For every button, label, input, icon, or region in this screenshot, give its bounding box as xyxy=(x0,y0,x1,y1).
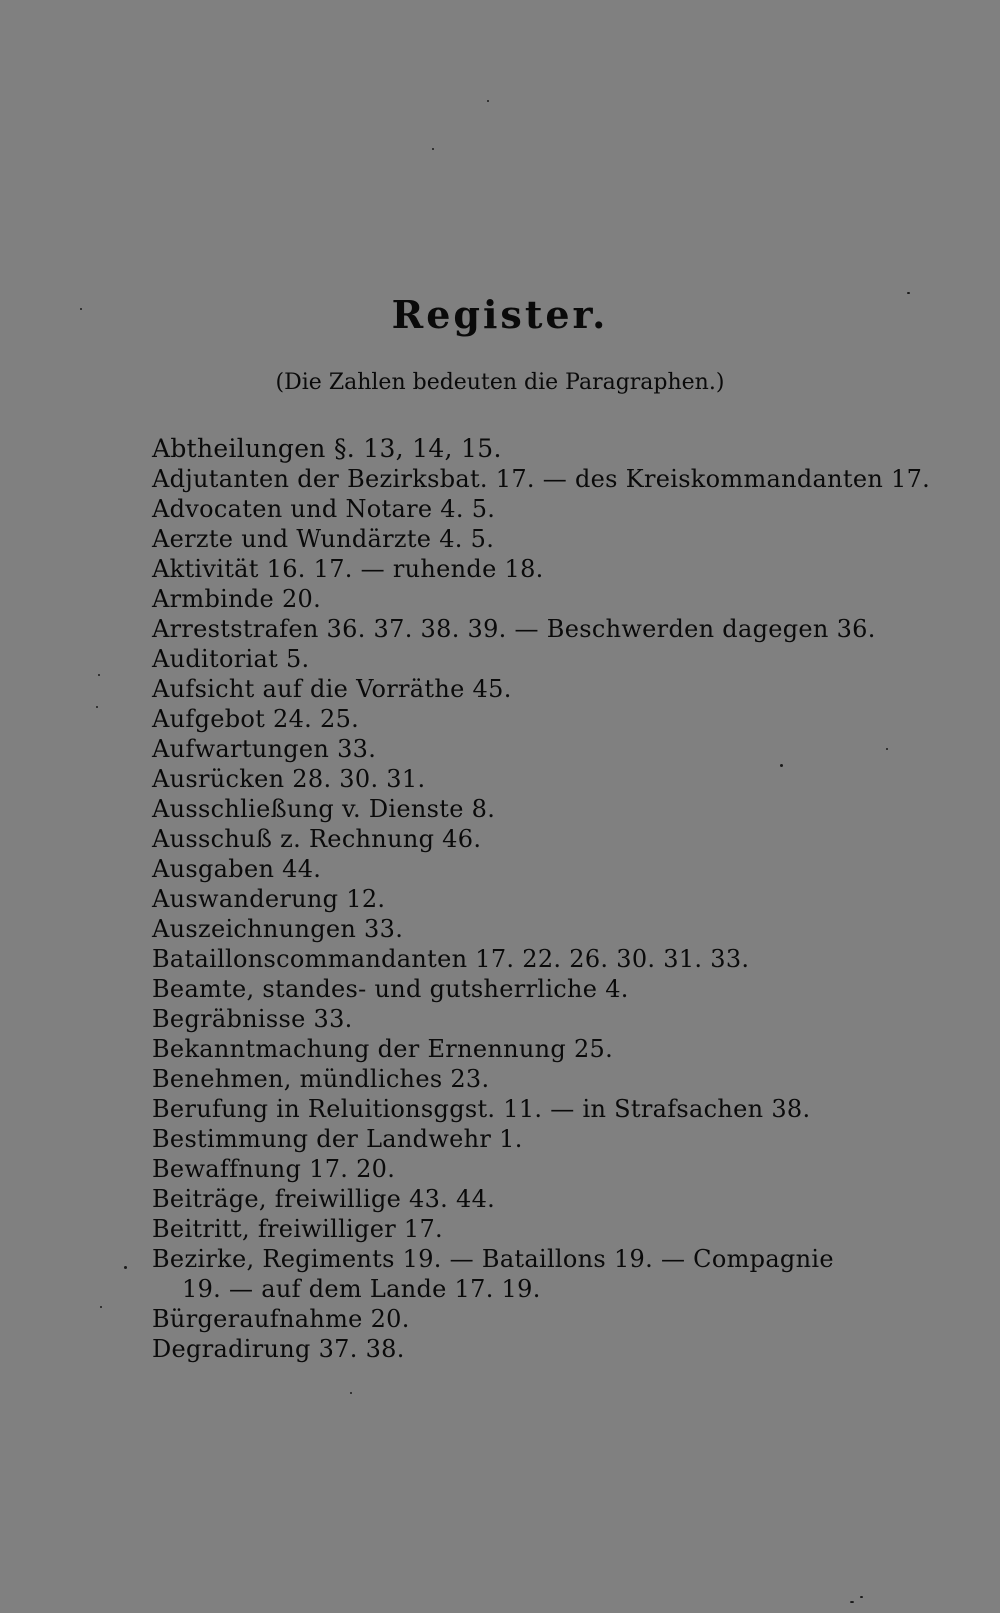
scan-speck xyxy=(124,1266,127,1269)
scan-speck xyxy=(98,674,100,676)
scan-speck xyxy=(350,1392,352,1394)
index-entry: Ausrücken 28. 30. 31. xyxy=(152,765,426,793)
index-entry: Ausschuß z. Rechnung 46. xyxy=(152,825,482,853)
index-entry: Berufung in Reluitionsggst. 11. — in Strafsachen 38. xyxy=(152,1095,811,1123)
scan-speck xyxy=(80,308,82,310)
index-list xyxy=(152,434,931,1364)
scan-speck xyxy=(432,148,434,150)
index-entry: Bataillonscommandanten 17. 22. 26. 30. 31. 33. xyxy=(152,945,750,973)
index-entry: Benehmen, mündliches 23. xyxy=(152,1065,490,1093)
index-entry: Auswanderung 12. xyxy=(152,885,386,913)
index-entry: Aufwartungen 33. xyxy=(152,735,377,763)
scan-speck xyxy=(907,292,910,294)
index-entry: Beiträge, freiwillige 43. 44. xyxy=(152,1185,496,1213)
index-entry-text: Bezirke, Regiments 19. — Bataillons 19. — Compagnie xyxy=(152,1245,834,1273)
index-entry: Auszeichnungen 33. xyxy=(152,915,404,943)
scan-speck xyxy=(100,1306,102,1308)
index-entry: Adjutanten der Bezirksbat. 17. — des Kreiskommandanten 17. xyxy=(152,465,931,493)
index-entry: Arreststrafen 36. 37. 38. 39. — Beschwerden dagegen 36. xyxy=(152,615,876,643)
index-entry: Beamte, standes- und gutsherrliche 4. xyxy=(152,975,629,1003)
index-entry: Advocaten und Notare 4. 5. xyxy=(152,495,496,523)
index-entry: Aufsicht auf die Vorräthe 45. xyxy=(152,675,512,703)
page-title: Register. xyxy=(391,292,609,337)
index-entry: Aufgebot 24. 25. xyxy=(152,705,360,733)
scan-speck xyxy=(860,1596,863,1598)
index-entry: Bestimmung der Landwehr 1. xyxy=(152,1125,523,1153)
index-entry: Bürgeraufnahme 20. xyxy=(152,1305,410,1333)
index-entry-continuation: 19. — auf dem Lande 17. 19. xyxy=(182,1275,541,1303)
scan-speck xyxy=(850,1601,854,1603)
index-entry xyxy=(152,1244,892,1304)
index-entry: Aerzte und Wundärzte 4. 5. xyxy=(152,525,495,553)
index-entry: Abtheilungen §. 13, 14, 15. xyxy=(152,434,502,463)
index-entry: Degradirung 37. 38. xyxy=(152,1335,405,1363)
scan-speck xyxy=(780,764,783,767)
scan-speck xyxy=(886,748,888,750)
scan-speck xyxy=(487,100,489,102)
page-subtitle: (Die Zahlen bedeuten die Paragraphen.) xyxy=(275,370,725,395)
index-entry: Ausschließung v. Dienste 8. xyxy=(152,795,496,823)
index-entry: Aktivität 16. 17. — ruhende 18. xyxy=(152,555,544,583)
index-entry: Bekanntmachung der Ernennung 25. xyxy=(152,1035,614,1063)
index-entry: Ausgaben 44. xyxy=(152,855,322,883)
index-entry: Armbinde 20. xyxy=(152,585,322,613)
index-entry: Auditoriat 5. xyxy=(152,645,310,673)
index-entry: Bewaffnung 17. 20. xyxy=(152,1155,396,1183)
scan-speck xyxy=(96,706,98,708)
index-entry: Beitritt, freiwilliger 17. xyxy=(152,1215,443,1243)
index-entry: Begräbnisse 33. xyxy=(152,1005,353,1033)
